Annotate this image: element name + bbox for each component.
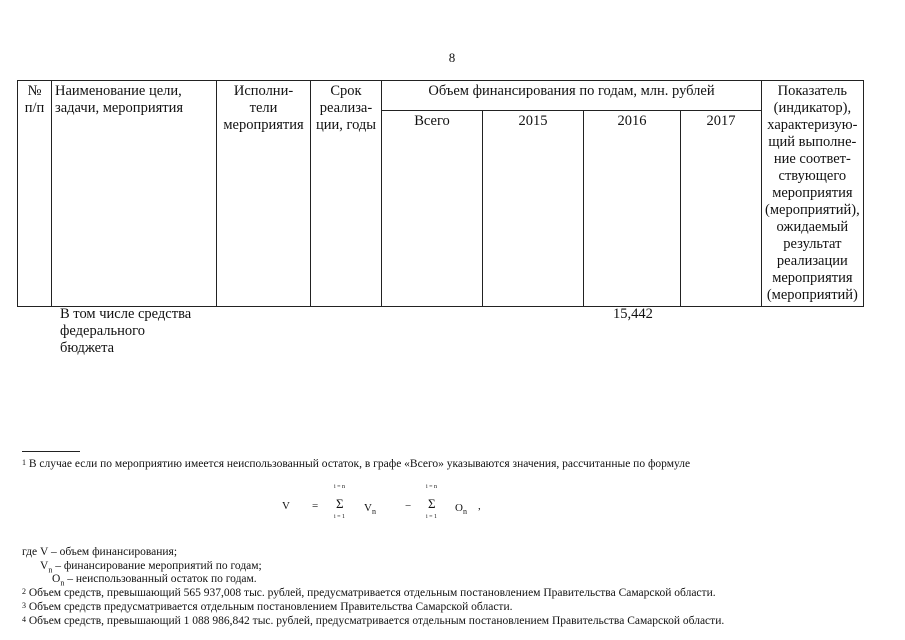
page-number: 8 bbox=[448, 50, 456, 65]
header-2015: 2015 bbox=[483, 111, 584, 307]
footnote-1: $^1$ В случае если по мероприятию имеется неиспользованный остаток, в графе «Всего» указываются значения, рассчитанные по формуле bbox=[22, 458, 691, 470]
header-2016: 2016 bbox=[584, 111, 681, 307]
footnote-divider bbox=[22, 451, 80, 452]
footnote-4: $^4$ Объем средств, превышающий 1 088 986,842 тыс. рублей, предусматривается отдельным постановлением Правительства Самарской области. bbox=[22, 615, 725, 627]
header-num: № п/п bbox=[18, 81, 52, 307]
header-funding: Объем финансирования по годам, млн. рублей bbox=[382, 81, 762, 111]
header-2017: 2017 bbox=[681, 111, 762, 307]
row-value-2016: 15,442 bbox=[613, 306, 653, 322]
header-total: Всего bbox=[382, 111, 483, 307]
header-name: Наименование цели, задачи, мероприятия bbox=[52, 81, 217, 307]
footnote-2: $^2$ Объем средств, превышающий 565 937,008 тыс. рублей, предусматривается отдельным постановлением Правительства Самарской области. bbox=[22, 587, 716, 599]
where-line-3: $O_n$ – неиспользованный остаток по годам. bbox=[52, 573, 257, 588]
where-line-1: где V – объем финансирования; bbox=[22, 546, 178, 558]
header-executors: Исполни- тели мероприятия bbox=[217, 81, 311, 307]
funding-table bbox=[17, 80, 864, 307]
where-line-2: $V_n$ – финансирование мероприятий по годам; bbox=[40, 560, 262, 575]
header-term: Срок реализа- ции, годы bbox=[311, 81, 382, 307]
footnote-3: $^3$ Объем средств предусматривается отдельным постановлением Правительства Самарской области. bbox=[22, 601, 513, 613]
row-label: В том числе средства федерального бюджета bbox=[60, 306, 192, 356]
header-indicator: Показатель (индикатор), характеризую- щий выполне- ние соответ- ствующего мероприятия (мероприятий), ожидаемый результат реализации мероприятия (мероприятий) bbox=[762, 81, 864, 307]
